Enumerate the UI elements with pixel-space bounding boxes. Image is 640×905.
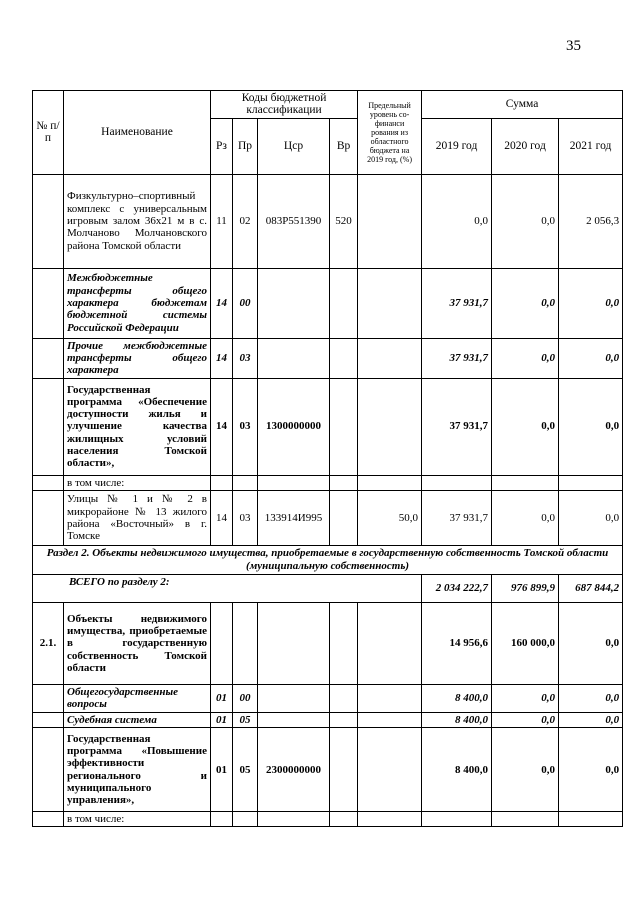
row-name: Объекты недвижимого имущества, приобретаемые в государственную собственность Томской области [64,602,211,684]
total-2020: 976 899,9 [492,574,559,602]
row-2020: 0,0 [492,338,559,378]
row-pr [233,602,258,684]
row-2020: 160 000,0 [492,602,559,684]
row-rz: 11 [211,174,233,268]
row-csr [258,712,330,727]
row-csr: 133914И995 [258,490,330,545]
row-name: в том числе: [64,812,211,827]
row-limit [358,602,422,684]
total-2021: 687 844,2 [559,574,623,602]
row-2021 [559,475,623,490]
row-vr [330,712,358,727]
row-2020: 0,0 [492,684,559,712]
row-2021: 0,0 [559,684,623,712]
header-pr: Пр [233,118,258,174]
row-vr [330,602,358,684]
page-number: 35 [566,38,581,54]
row-2019: 37 931,7 [422,338,492,378]
row-limit [358,268,422,338]
header-rz: Рз [211,118,233,174]
total-label: ВСЕГО по разделу 2: [33,574,422,602]
row-num [33,812,64,827]
row-vr [330,490,358,545]
row-2020: 0,0 [492,268,559,338]
row-rz [211,475,233,490]
row-2021: 0,0 [559,728,623,812]
row-2019: 14 956,6 [422,602,492,684]
row-2019: 37 931,7 [422,268,492,338]
header-name: Наименование [64,91,211,175]
table-row [33,728,623,812]
row-csr [258,268,330,338]
table-row [33,490,623,545]
row-2021: 0,0 [559,338,623,378]
row-csr [258,684,330,712]
row-2020: 0,0 [492,712,559,727]
row-2021: 0,0 [559,490,623,545]
row-name: Государственная программа «Повышение эффективности регионального и муниципального управления», [64,728,211,812]
row-pr: 03 [233,490,258,545]
row-csr: 2300000000 [258,728,330,812]
row-csr: 083P551390 [258,174,330,268]
row-name: Улицы № 1 и № 2 в микрорайоне № 13 жилого района «Восточный» в г. Томске [64,490,211,545]
header-sum: Сумма [422,91,623,119]
row-2020 [492,475,559,490]
table-row [33,684,623,712]
table-row [33,602,623,684]
row-rz: 01 [211,712,233,727]
row-num [33,490,64,545]
row-pr: 02 [233,174,258,268]
header-csr: Цср [258,118,330,174]
header-vr: Вр [330,118,358,174]
section-title: Раздел 2. Объекты недвижимого имущества, приобретаемые в государственную собственность Томской области (муниципальную собственность) [33,545,623,574]
row-2019: 0,0 [422,174,492,268]
header-codes: Коды бюджетной классификации [211,91,358,119]
table-row [33,712,623,727]
row-csr [258,812,330,827]
row-vr [330,812,358,827]
row-vr [330,268,358,338]
table-row [33,378,623,475]
header-2021: 2021 год [559,118,623,174]
row-vr [330,338,358,378]
row-limit [358,174,422,268]
header-num: № п/п [33,91,64,175]
row-2020: 0,0 [492,490,559,545]
header-2019: 2019 год [422,118,492,174]
total-row [33,574,623,602]
row-limit [358,728,422,812]
row-2021: 0,0 [559,378,623,475]
row-rz [211,602,233,684]
row-pr: 03 [233,378,258,475]
row-2020 [492,812,559,827]
row-vr [330,475,358,490]
row-limit [358,475,422,490]
row-num [33,712,64,727]
row-2021: 0,0 [559,268,623,338]
row-limit: 50,0 [358,490,422,545]
row-csr [258,475,330,490]
row-num [33,268,64,338]
row-pr: 05 [233,712,258,727]
row-name: Общегосударственные вопросы [64,684,211,712]
row-pr: 03 [233,338,258,378]
row-2019: 8 400,0 [422,728,492,812]
row-2019 [422,475,492,490]
row-rz: 01 [211,728,233,812]
row-pr [233,475,258,490]
row-rz: 14 [211,378,233,475]
row-rz [211,812,233,827]
row-pr: 00 [233,684,258,712]
row-2021 [559,812,623,827]
row-num [33,475,64,490]
row-num [33,684,64,712]
row-vr [330,378,358,475]
table-row [33,174,623,268]
row-rz: 14 [211,338,233,378]
section-row [33,545,623,574]
header-limit: Предельный уровень со-финанси рования из областного бюджета на 2019 год, (%) [358,91,422,175]
row-rz: 14 [211,268,233,338]
row-name: Физкультурно–спортивный комплекс с универсальным игровым залом 36х21 м в с. Молчаново Молчановского района Томской области [64,174,211,268]
table-row [33,475,623,490]
row-2021: 0,0 [559,712,623,727]
row-2021: 0,0 [559,602,623,684]
row-name: Государственная программа «Обеспечение доступности жилья и улучшение качества жилищных условий населения Томской области», [64,378,211,475]
row-csr [258,602,330,684]
row-2020: 0,0 [492,174,559,268]
row-name: Межбюджетные трансферты общего характера бюджетам бюджетной системы Российской Федерации [64,268,211,338]
row-name: Судебная система [64,712,211,727]
row-num [33,378,64,475]
row-pr [233,812,258,827]
row-num: 2.1. [33,602,64,684]
row-vr: 520 [330,174,358,268]
row-num [33,728,64,812]
row-num [33,338,64,378]
table-row [33,812,623,827]
table-row [33,268,623,338]
row-2019: 37 931,7 [422,378,492,475]
row-vr [330,684,358,712]
row-name: в том числе: [64,475,211,490]
row-2019: 8 400,0 [422,712,492,727]
row-pr: 00 [233,268,258,338]
total-2019: 2 034 222,7 [422,574,492,602]
table-row [33,338,623,378]
row-name: Прочие межбюджетные трансферты общего характера [64,338,211,378]
row-2021: 2 056,3 [559,174,623,268]
row-limit [358,684,422,712]
row-num [33,174,64,268]
budget-table [32,90,623,827]
row-limit [358,812,422,827]
row-2019: 37 931,7 [422,490,492,545]
row-2020: 0,0 [492,378,559,475]
row-rz: 14 [211,490,233,545]
row-csr [258,338,330,378]
row-pr: 05 [233,728,258,812]
row-2019: 8 400,0 [422,684,492,712]
row-rz: 01 [211,684,233,712]
row-limit [358,712,422,727]
row-vr [330,728,358,812]
row-csr: 1300000000 [258,378,330,475]
row-limit [358,378,422,475]
header-2020: 2020 год [492,118,559,174]
row-limit [358,338,422,378]
row-2020: 0,0 [492,728,559,812]
row-2019 [422,812,492,827]
